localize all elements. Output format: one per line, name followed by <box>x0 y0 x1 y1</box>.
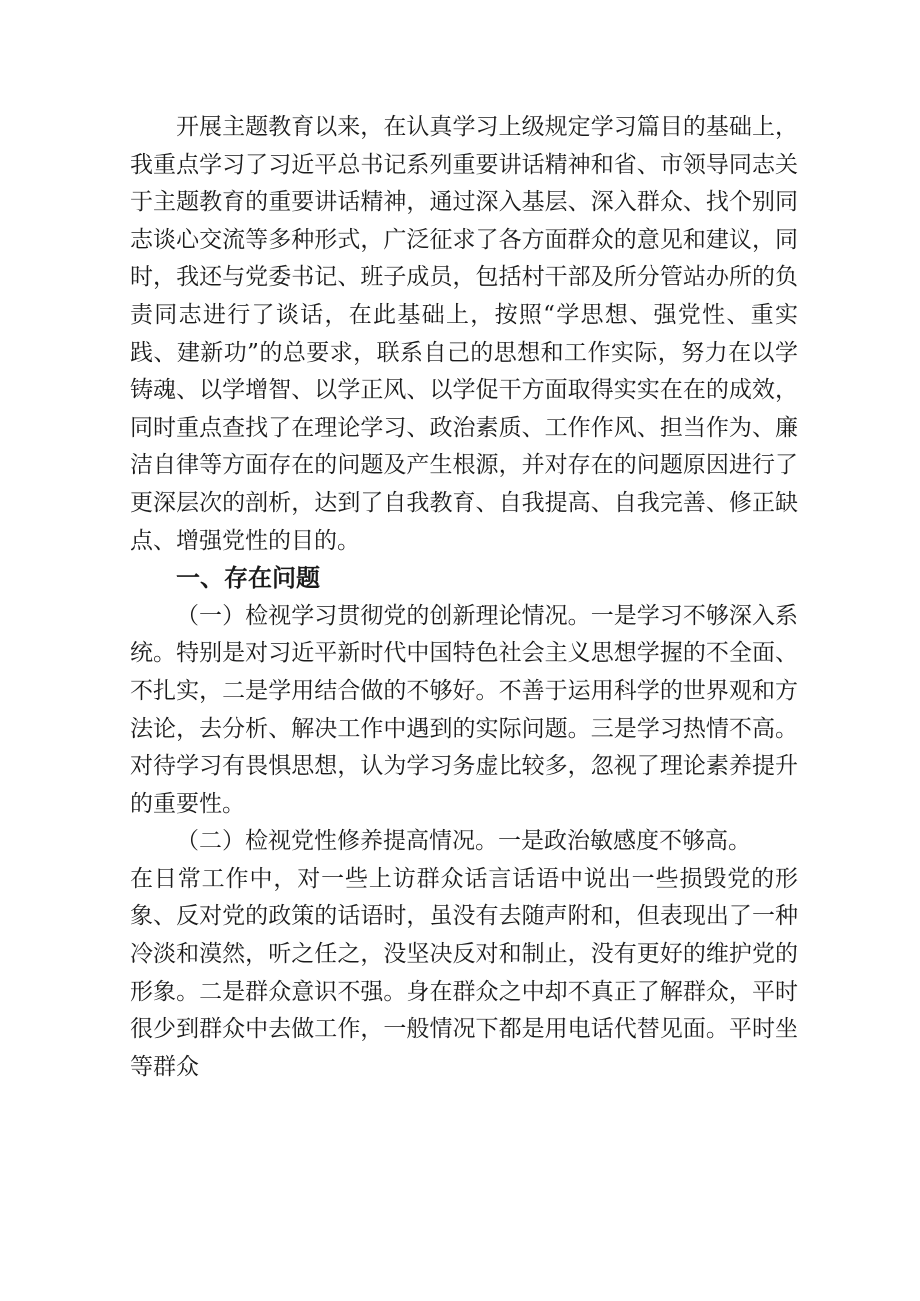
document-page <box>130 109 798 1086</box>
item-2-first-line: （二）检视党性修养提高情况。一是政治敏感度不够高。 <box>176 828 751 855</box>
intro-paragraph: 开展主题教育以来，在认真学习上级规定学习篇目的基础上，我重点学习了习近平总书记系列重要讲话精神和省、市领导同志关于主题教育的重要讲话精神，通过深入基层、深入群众、找个别同志谈心交流等多种形式，广泛征求了各方面群众的意见和建议，同时，我还与党委书记、班子成员，包括村干部及所分管站办所的负责同志进行了谈话，在此基础上，按照“学思想、强党性、重实践、建新功”的总要求，联系自己的思想和工作实际，努力在以学铸魂、以学增智、以学正风、以学促干方面取得实实在在的成效，同时重点查找了在理论学习、政治素质、工作作风、担当作为、廉洁自律等方面存在的问题及产生根源，并对存在的问题原因进行了更深层次的剖析，达到了自我教育、自我提高、自我完善、修正缺点、增强党性的目的。 <box>130 114 798 554</box>
item-2-body: 在日常工作中，对一些上访群众话言话语中说出一些损毁党的形象、反对党的政策的话语时，虽没有去随声附和，但表现出了一种冷淡和漠然，听之任之，没坚决反对和制止，没有更好的维护党的形象。二是群众意识不强。身在群众之中却不真正了解群众，平时很少到群众中去做工作，一般情况下都是用电话代替见面。平时坐等群众 <box>130 865 798 1080</box>
item-1-paragraph: （一）检视学习贯彻党的创新理论情况。一是学习不够深入系统。特别是对习近平新时代中国特色社会主义思想学握的不全面、不扎实，二是学用结合做的不够好。不善于运用科学的世界观和方法论，去分析、解决工作中遇到的实际问题。三是学习热情不高。对待学习有畏惧思想，认为学习务虚比较多，忽视了理论素养提升的重要性。 <box>130 602 798 817</box>
section-heading-problems: 一、存在问题 <box>176 564 320 593</box>
